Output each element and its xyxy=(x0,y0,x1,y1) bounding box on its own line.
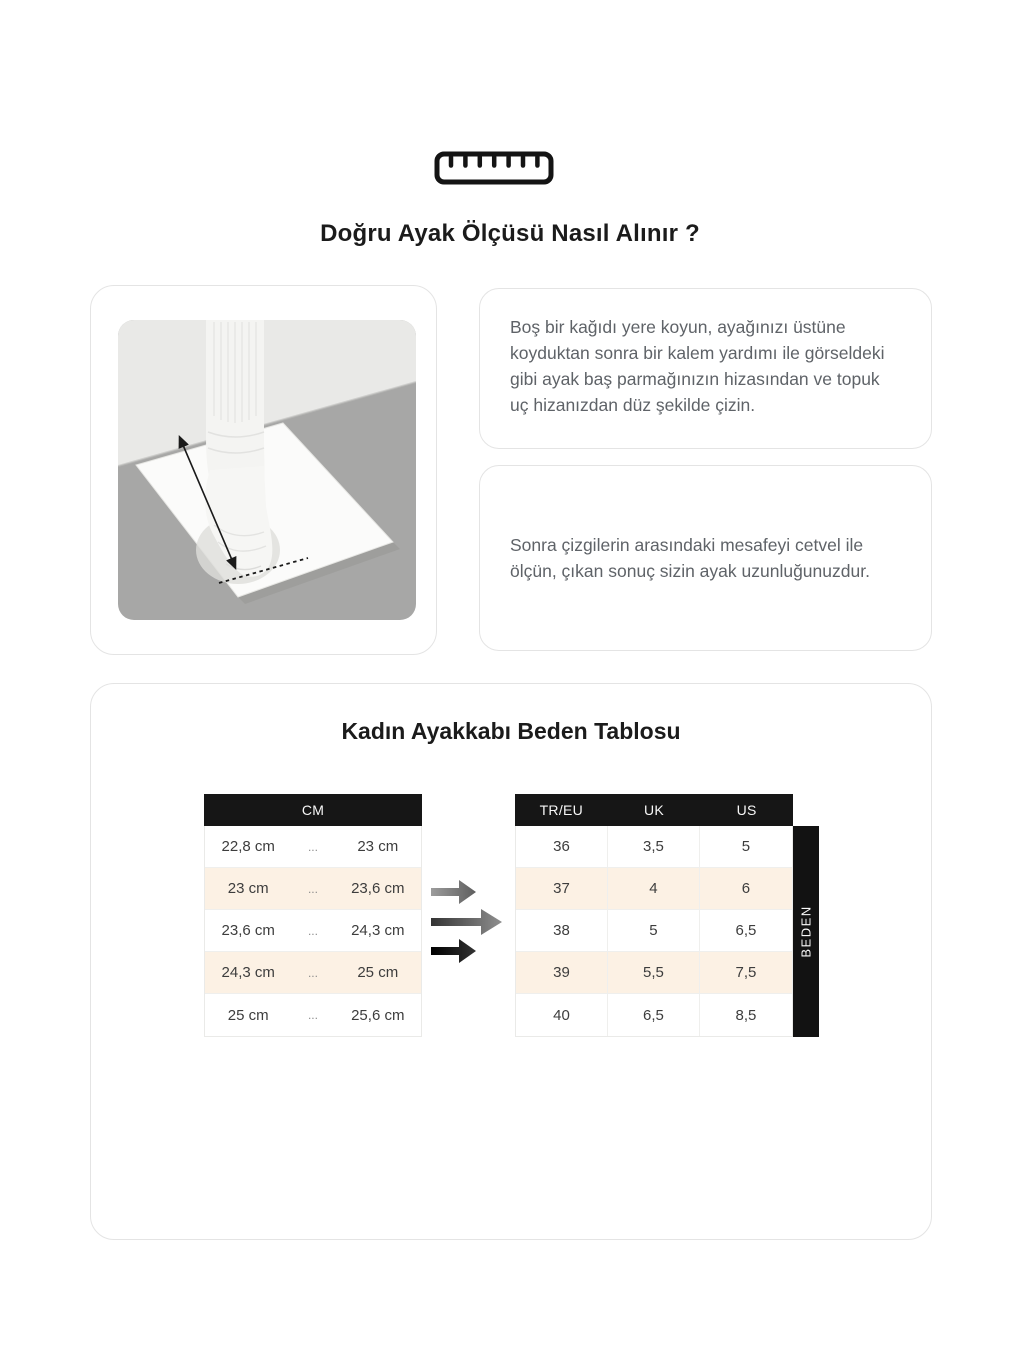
size-chart-card xyxy=(90,683,932,1240)
cm-table xyxy=(204,794,422,1037)
cm-from-cell: 25 cm xyxy=(227,1006,269,1024)
cm-to-cell: 23,6 cm xyxy=(351,880,405,897)
size-table-row xyxy=(516,910,792,952)
cm-from-cell: 24,3 cm xyxy=(221,964,275,981)
range-dots-icon: ... xyxy=(307,923,318,938)
range-dots-icon: ... xyxy=(307,881,318,896)
beden-side-label xyxy=(793,826,819,1037)
size-table-header xyxy=(515,794,793,826)
ruler-icon xyxy=(434,151,554,185)
size-table-row xyxy=(516,868,792,910)
beden-label-text: BEDEN xyxy=(798,905,814,958)
us-cell: 7,5 xyxy=(735,964,757,981)
measure-photo-card xyxy=(90,285,437,655)
cm-to-cell: 25,6 cm xyxy=(351,1006,405,1024)
range-dots-icon: ... xyxy=(307,965,318,980)
cm-table-row xyxy=(205,910,421,952)
cm-table-header: CM xyxy=(204,794,422,826)
cm-from-cell: 22,8 cm xyxy=(221,838,275,855)
uk-cell: 5,5 xyxy=(608,952,700,993)
range-dots-icon: ... xyxy=(307,1008,318,1022)
cm-table-row xyxy=(205,994,421,1036)
uk-cell: 6,5 xyxy=(608,994,700,1036)
us-cell: 6 xyxy=(741,880,751,897)
cm-from-cell: 23 cm xyxy=(227,880,269,897)
instruction-box-2 xyxy=(479,465,932,651)
range-dots-icon: ... xyxy=(307,839,318,854)
uk-cell: 3,5 xyxy=(608,826,700,867)
cm-to-cell: 25 cm xyxy=(357,964,399,981)
size-table-body xyxy=(515,826,793,1037)
instruction-text-2: Sonra çizgilerin arasındaki mesafeyi cetvel ile ölçün, çıkan sonuç sizin ayak uzunluğunuzdur. xyxy=(510,535,870,581)
header-tr-eu: TR/EU xyxy=(539,802,584,818)
cm-from-cell: 23,6 cm xyxy=(221,922,275,939)
tr-eu-cell: 40 xyxy=(516,994,608,1036)
header-uk: UK xyxy=(643,802,665,818)
uk-cell: 5 xyxy=(608,910,700,951)
tr-eu-cell: 36 xyxy=(516,826,608,867)
header-us: US xyxy=(736,802,757,818)
cm-table-row xyxy=(205,868,421,910)
size-chart-title: Kadın Ayakkabı Beden Tablosu xyxy=(341,718,681,744)
page-title: Doğru Ayak Ölçüsü Nasıl Alınır ? xyxy=(320,220,700,247)
foot-measurement-photo xyxy=(118,320,416,620)
instruction-text-1: Boş bir kağıdı yere koyun, ayağınızı üstüne koyduktan sonra bir kalem yardımı ile görseldeki gibi ayak baş parmağınızın hizasından ve topuk uç hizanızdan düz şekilde çizin. xyxy=(510,317,885,415)
tr-eu-cell: 37 xyxy=(516,868,608,909)
cm-table-row xyxy=(205,952,421,994)
size-table-row xyxy=(516,994,792,1036)
tr-eu-cell: 38 xyxy=(516,910,608,951)
cm-table-body xyxy=(204,826,422,1037)
tr-eu-cell: 39 xyxy=(516,952,608,993)
size-conversion-table xyxy=(515,794,793,1037)
size-table-row xyxy=(516,826,792,868)
cm-to-cell: 24,3 cm xyxy=(351,922,405,939)
uk-cell: 4 xyxy=(608,868,700,909)
instruction-box-1 xyxy=(479,288,932,449)
us-cell: 8,5 xyxy=(735,1006,757,1024)
us-cell: 6,5 xyxy=(735,922,757,939)
us-cell: 5 xyxy=(741,838,751,855)
size-table-row xyxy=(516,952,792,994)
cm-to-cell: 23 cm xyxy=(357,838,399,855)
cm-table-row xyxy=(205,826,421,868)
conversion-arrows-icon xyxy=(429,878,509,964)
